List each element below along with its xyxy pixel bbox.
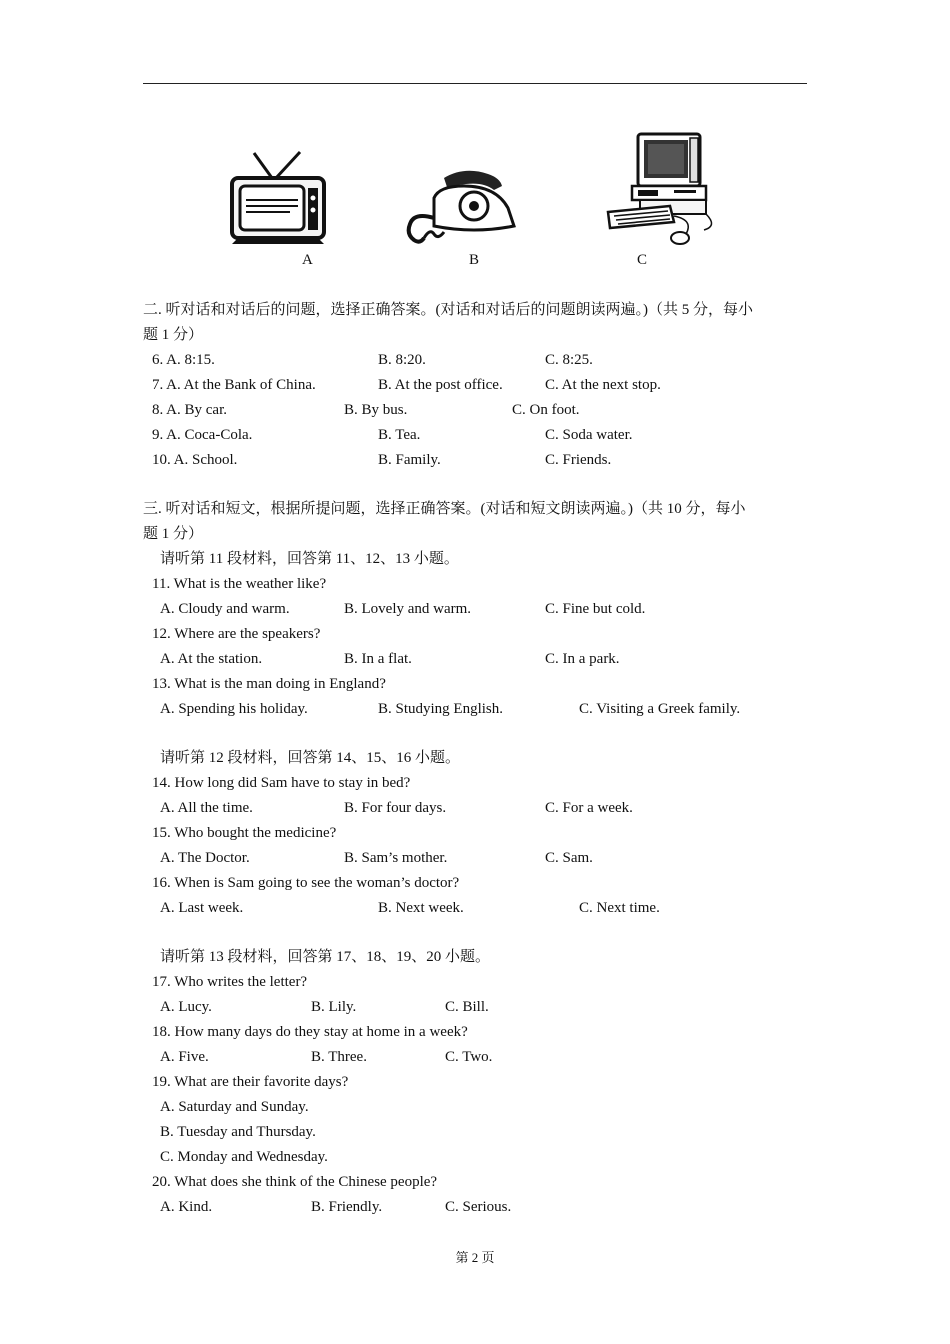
q7-option-b: B. At the post office. (378, 377, 503, 393)
q14-option-c: C. For a week. (545, 800, 633, 816)
q11-stem: 11. What is the weather like? (152, 576, 327, 592)
q17-stem: 17. Who writes the letter? (152, 974, 308, 990)
q17-option-b: B. Lily. (311, 999, 357, 1015)
q14-option-a: A. All the time. (160, 800, 253, 816)
q11-option-a: A. Cloudy and warm. (160, 601, 290, 617)
q19-option-c: C. Monday and Wednesday. (160, 1149, 328, 1165)
header-rule (143, 83, 807, 84)
image-label-a: A (302, 252, 313, 268)
q6-option-b: B. 8:20. (378, 352, 426, 368)
q10-option-a: 10. A. School. (152, 452, 238, 468)
q12-option-a: A. At the station. (160, 651, 263, 667)
q10-option-b: B. Family. (378, 452, 441, 468)
q15-option-c: C. Sam. (545, 850, 593, 866)
section3-heading: 三. 听对话和短文，根据所提问题，选择正确答案。(对话和短文朗读两遍。)（共 10 分，每小 (143, 501, 746, 517)
q11-option-b: B. Lovely and warm. (344, 601, 472, 617)
q20-stem: 20. What does she think of the Chinese people? (152, 1174, 438, 1190)
q13-option-a: A. Spending his holiday. (160, 701, 308, 717)
q9-option-a: 9. A. Coca-Cola. (152, 427, 253, 443)
q16-stem: 16. When is Sam going to see the woman’s doctor? (152, 875, 460, 891)
q8-option-a: 8. A. By car. (152, 402, 227, 418)
q11-option-c: C. Fine but cold. (545, 601, 646, 617)
q19-option-a: A. Saturday and Sunday. (160, 1099, 309, 1115)
q7-option-a: 7. A. At the Bank of China. (152, 377, 316, 393)
q9-option-b: B. Tea. (378, 427, 421, 443)
q16-option-c: C. Next time. (579, 900, 660, 916)
image-label-b: B (469, 252, 480, 268)
q20-option-b: B. Friendly. (311, 1199, 383, 1215)
q13-option-c: C. Visiting a Greek family. (579, 701, 741, 717)
q18-stem: 18. How many days do they stay at home in a week? (152, 1024, 468, 1040)
q18-option-a: A. Five. (160, 1049, 209, 1065)
television-image (228, 148, 328, 246)
q17-option-a: A. Lucy. (160, 999, 212, 1015)
section2-heading-cont: 题 1 分） (143, 327, 204, 343)
q13-option-b: B. Studying English. (378, 701, 504, 717)
q15-stem: 15. Who bought the medicine? (152, 825, 337, 841)
q12-stem: 12. Where are the speakers? (152, 626, 321, 642)
q9-option-c: C. Soda water. (545, 427, 633, 443)
q14-stem: 14. How long did Sam have to stay in bed? (152, 775, 411, 791)
q16-option-b: B. Next week. (378, 900, 464, 916)
telephone-image (404, 168, 524, 248)
page-number: 第 2 页 (455, 1250, 495, 1265)
group13-intro: 请听第 13 段材料，回答第 17、18、19、20 小题。 (160, 949, 491, 965)
q20-option-c: C. Serious. (445, 1199, 512, 1215)
section3-heading-cont: 题 1 分） (143, 526, 204, 542)
q7-option-c: C. At the next stop. (545, 377, 661, 393)
q8-option-b: B. By bus. (344, 402, 408, 418)
q14-option-b: B. For four days. (344, 800, 447, 816)
q6-option-a: 6. A. 8:15. (152, 352, 215, 368)
q15-option-b: B. Sam’s mother. (344, 850, 448, 866)
q8-option-c: C. On foot. (512, 402, 580, 418)
group12-intro: 请听第 12 段材料，回答第 14、15、16 小题。 (160, 750, 461, 766)
q20-option-a: A. Kind. (160, 1199, 213, 1215)
q12-option-c: C. In a park. (545, 651, 620, 667)
q12-option-b: B. In a flat. (344, 651, 412, 667)
section2-heading: 二. 听对话和对话后的问题，选择正确答案。(对话和对话后的问题朗读两遍。)（共 5 分，每小 (143, 302, 753, 318)
q19-option-b: B. Tuesday and Thursday. (160, 1124, 316, 1140)
image-label-c: C (637, 252, 648, 268)
q16-option-a: A. Last week. (160, 900, 244, 916)
group11-intro: 请听第 11 段材料，回答第 11、12、13 小题。 (160, 551, 459, 567)
q18-option-b: B. Three. (311, 1049, 367, 1065)
q6-option-c: C. 8:25. (545, 352, 593, 368)
q19-stem: 19. What are their favorite days? (152, 1074, 349, 1090)
q13-stem: 13. What is the man doing in England? (152, 676, 386, 692)
q17-option-c: C. Bill. (445, 999, 489, 1015)
q18-option-c: C. Two. (445, 1049, 493, 1065)
q15-option-a: A. The Doctor. (160, 850, 250, 866)
computer-image (604, 130, 718, 248)
q10-option-c: C. Friends. (545, 452, 612, 468)
